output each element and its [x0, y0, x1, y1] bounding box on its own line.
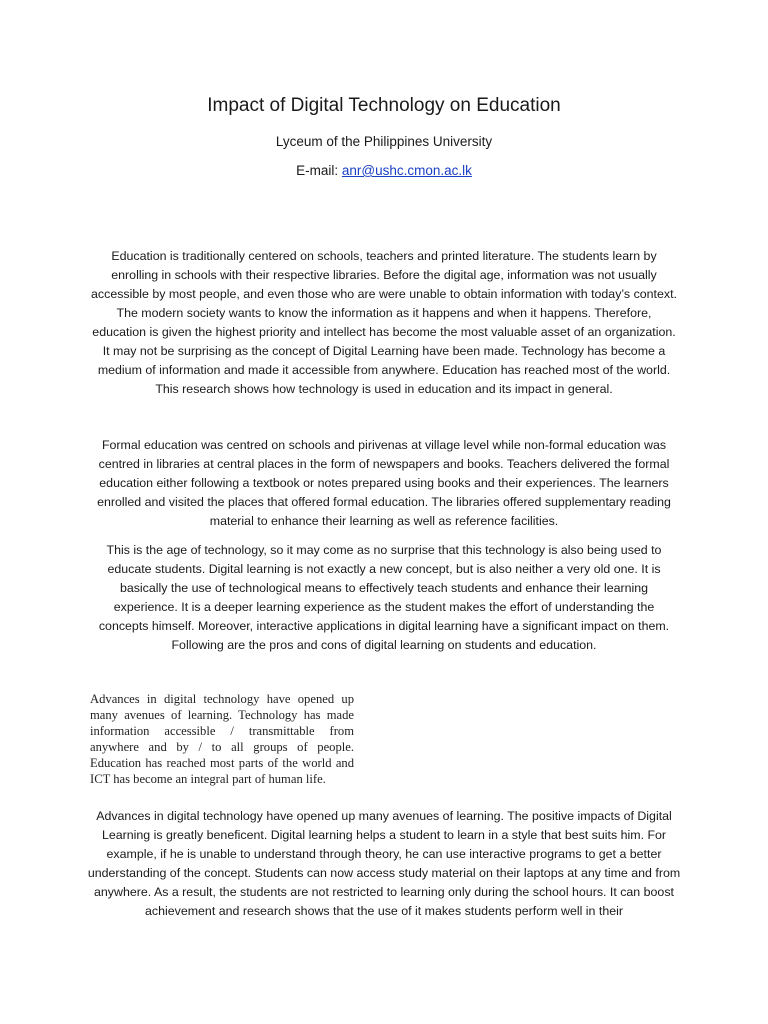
email-line	[0, 162, 768, 180]
paragraph-advances: Advances in digital technology have opened up many avenues of learning. The positive impacts of Digital Learning is greatly beneficent. Digital learning helps a student to learn in a style that best suits him. For example, if he is unable to understand through theory, he can use interactive programs to get a better understanding of the concept. Students can now access study material on their laptops at any time and from anywhere. As a result, the students are not restricted to learning only during the school hours. It can boost achievement and research shows that the use of it makes students perform well in their	[87, 809, 681, 918]
paragraph-formal-education: Formal education was centred on schools and pirivenas at village level while non-formal education was centred in libraries at central places in the form of newspapers and books. Teachers delivered the formal education either following a textbook or notes prepared using books and their experiences. The learners enrolled and visited the places that offered formal education. The libraries offered supplementary reading material to enhance their learning as well as reference facilities.	[97, 438, 671, 528]
affiliation: Lyceum of the Philippines University	[275, 134, 493, 149]
sidebar-excerpt: Advances in digital technology have opened up many avenues of learning. Technology has made information accessible / transmittable from anywhere and by / to all groups of people. Education has reached most parts of the world and ICT has become an integral part of human life.	[90, 692, 354, 786]
paragraph-intro: Education is traditionally centered on schools, teachers and printed literature. The students learn by enrolling in schools with their respective libraries. Before the digital age, information was not usually accessible by most people, and even those who are were unable to obtain information with today’s context. The modern society wants to know the information as it happens and when it happens. Therefore, education is given the highest priority and intellect has become the most valuable asset of an organization. It may not be surprising as the concept of Digital Learning have been made. Technology has become a medium of information and made it accessible from anywhere. Education has reached most of the world. This research shows how technology is used in education and its impact in general.	[91, 249, 677, 396]
document-title: Impact of Digital Technology on Education	[207, 95, 561, 116]
email-label: E-mail:	[296, 163, 342, 178]
email-link[interactable]: anr@ushc.cmon.ac.lk	[341, 163, 472, 178]
paragraph-digital-learning: This is the age of technology, so it may come as no surprise that this technology is also being used to educate students. Digital learning is not exactly a new concept, but is also neither a very old one. It is basically the use of technological means to effectively teach students and enhance their learning experience. It is a deeper learning experience as the student makes the effort of understanding the concepts himself. Moreover, interactive applications in digital learning have a significant impact on them. Following are the pros and cons of digital learning on students and education.	[98, 543, 670, 652]
